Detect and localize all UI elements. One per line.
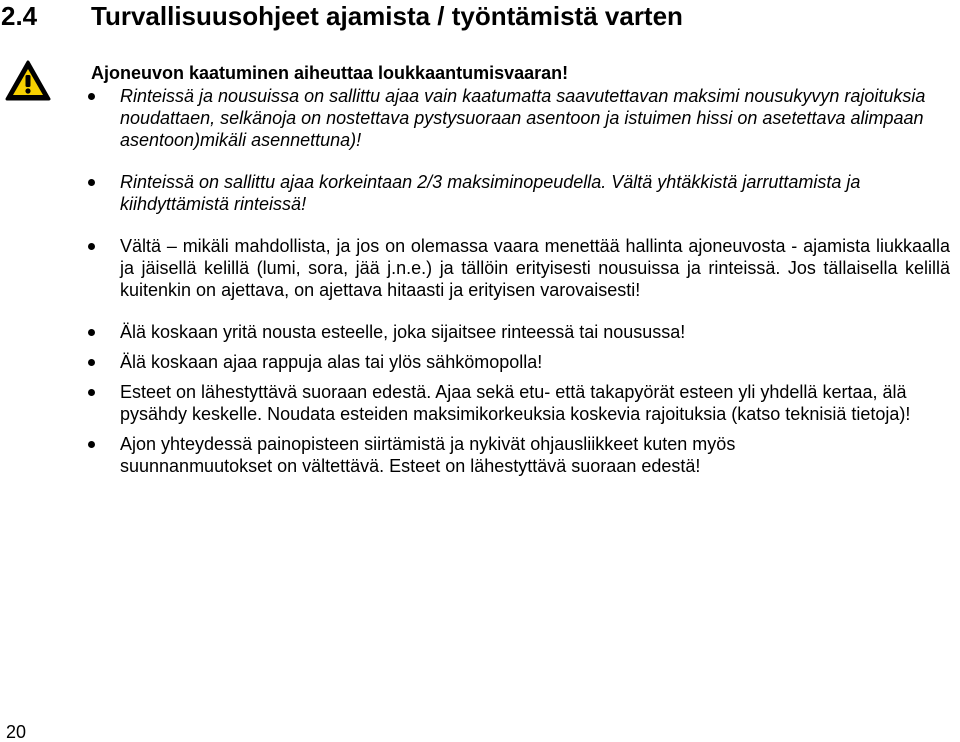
page-number: 20 [6, 722, 27, 742]
bullet [88, 389, 95, 396]
bullet [88, 179, 95, 186]
list-item [85, 381, 955, 425]
section-title: Turvallisuusohjeet ajamista / työntämistä varten [91, 1, 683, 31]
list-item [85, 171, 955, 215]
list-item-text: Rinteissä on sallittu ajaa korkeintaan 2/3 maksiminopeudella. Vältä yhtäkkistä jarruttamista ja kiihdyttämistä rinteissä! [120, 172, 861, 214]
list-item [85, 321, 955, 343]
section-number: 2.4 [1, 1, 38, 31]
bullet [88, 359, 95, 366]
list-item-text: Rinteissä ja nousuissa on sallittu ajaa vain kaatumatta saavutettavan maksimi nousukyvyn rajoituksia noudattaen, selkänoja on nostettava pystysuoraan asentoon ja istuimen hissi on asetettava alimpaan asentoon)mikäli asennettuna)! [120, 86, 926, 150]
bullet [88, 243, 95, 250]
list-item [85, 351, 955, 373]
warning-triangle-icon [5, 60, 51, 102]
section-heading [0, 0, 940, 40]
bullet [88, 93, 95, 100]
list-item-text: Älä koskaan ajaa rappuja alas tai ylös sähkömopolla! [120, 352, 543, 372]
warning-intro: Ajoneuvon kaatuminen aiheuttaa loukkaantumisvaaran! [91, 63, 569, 83]
list-item [85, 85, 955, 151]
list-item [85, 235, 955, 301]
bullet [88, 329, 95, 336]
list-item-text: Ajon yhteydessä painopisteen siirtämistä ja nykivät ohjausliikkeet kuten myös suunnanmuutokset on vältettävä. Esteet on lähestyttävä suoraan edestä! [120, 434, 736, 476]
bullet [88, 441, 95, 448]
list-item [85, 433, 955, 477]
list-item-text: Esteet on lähestyttävä suoraan edestä. Ajaa sekä etu- että takapyörät esteen yli yhdellä kertaa, älä pysähdy keskelle. Noudata esteiden maksimikorkeuksia koskevia rajoituksia (katso teknisiä tietoja)! [120, 382, 911, 424]
list-item-text: Älä koskaan yritä nousta esteelle, joka sijaitsee rinteessä tai nousussa! [120, 322, 686, 342]
list-item-text: Vältä – mikäli mahdollista, ja jos on olemassa vaara menettää hallinta ajoneuvosta - ajamista liukkaalla ja jäisellä kelillä (lumi, sora, jää j.n.e.) ja tällöin erityisesti nousuissa ja rinteissä. Jos tällaisella kelillä kuitenkin on ajettava, on ajettava hitaasti ja erityisen varovaisesti! [120, 236, 950, 300]
safety-instructions-list [85, 85, 955, 477]
